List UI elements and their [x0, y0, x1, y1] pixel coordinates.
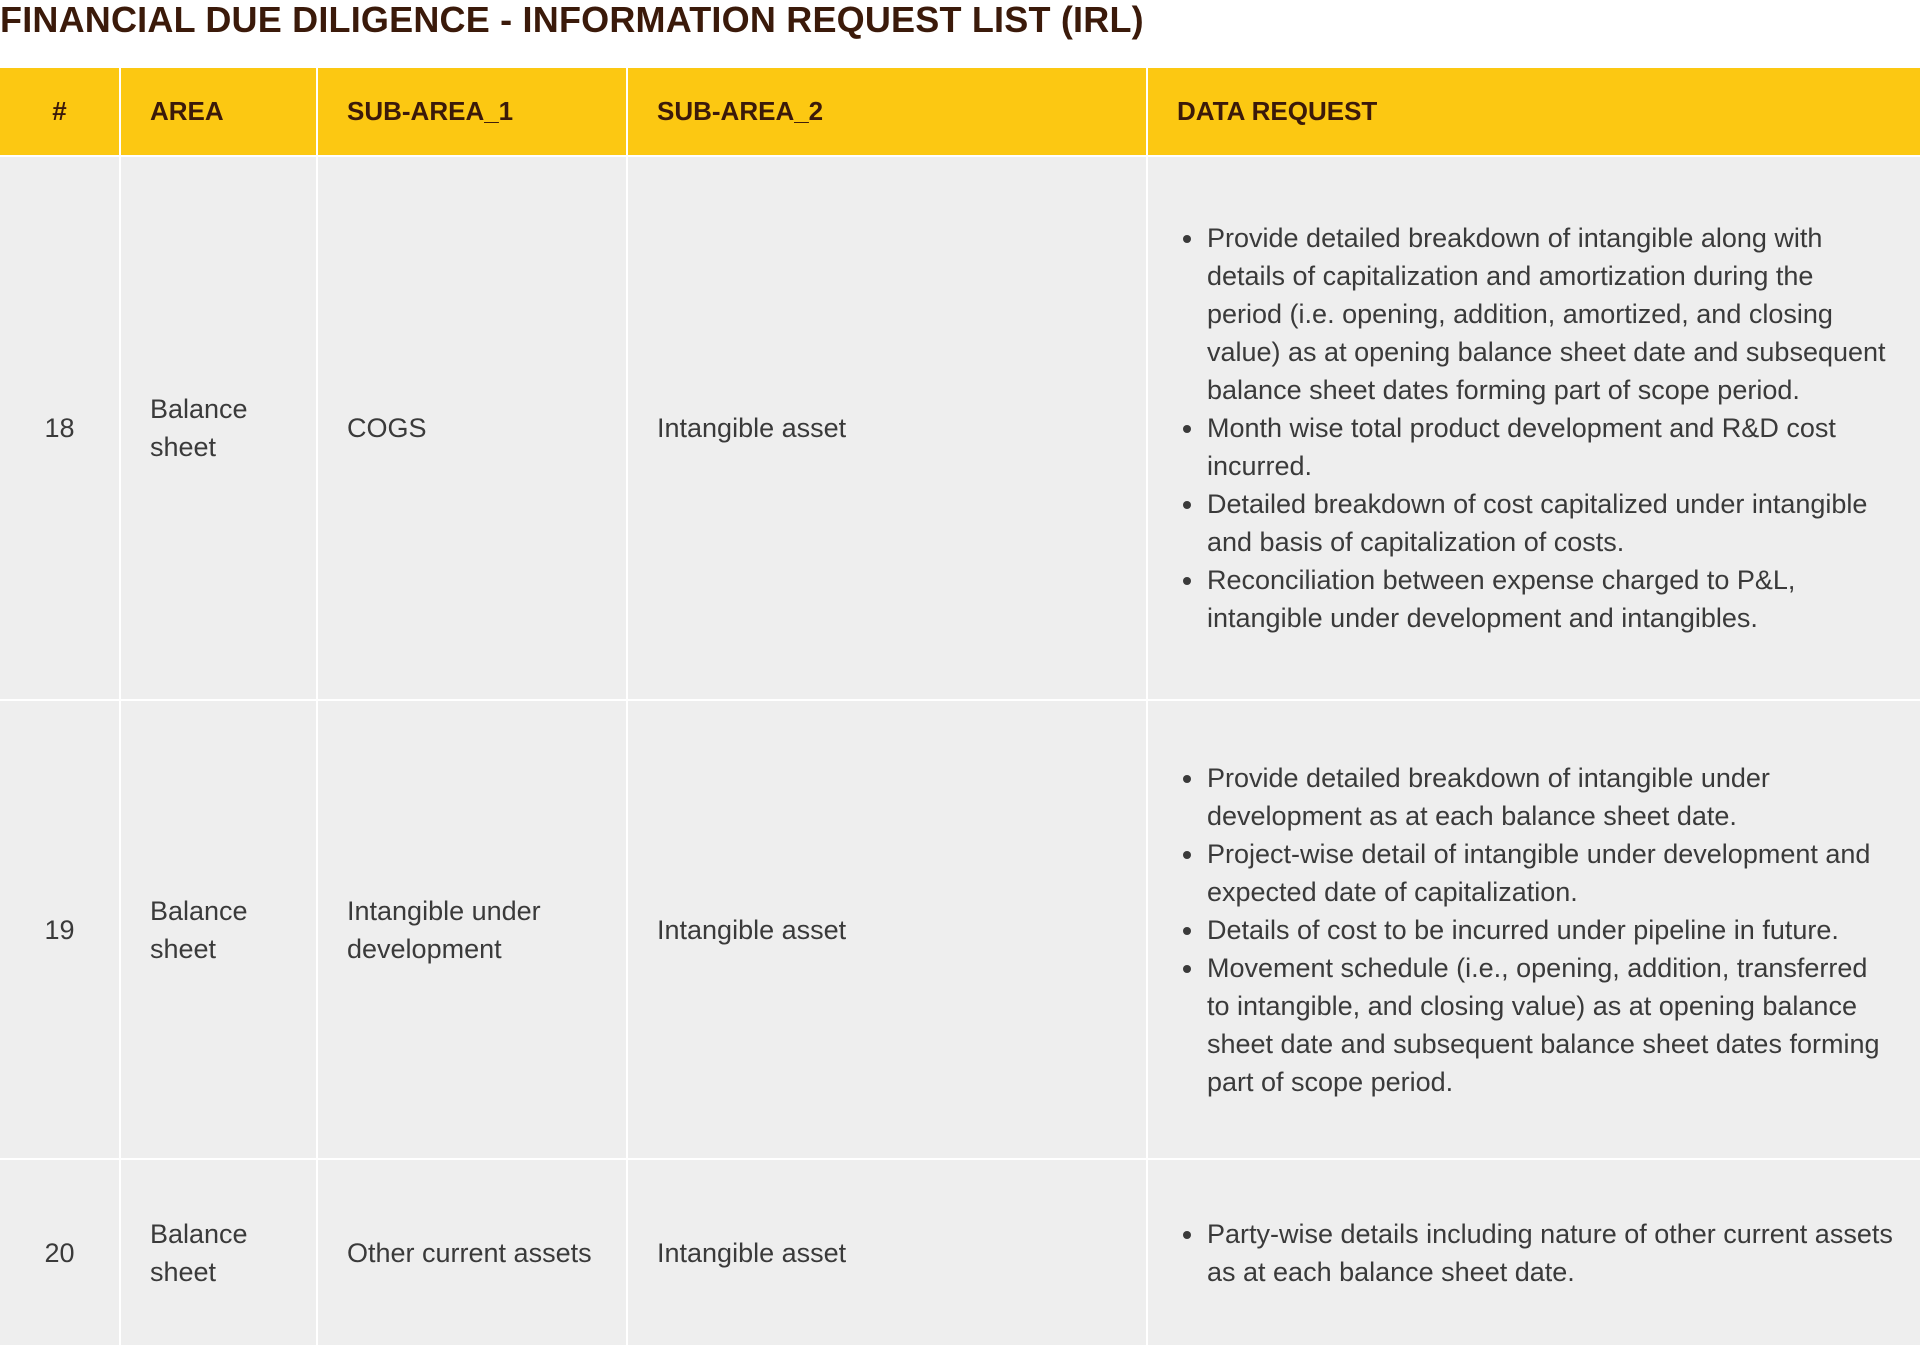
row-sub-area-2: Intangible asset [627, 700, 1147, 1159]
request-item: Reconciliation between expense charged to P&L, intangible under development and intangibles. [1207, 561, 1894, 637]
request-item: Party-wise details including nature of other current assets as at each balance sheet date. [1207, 1215, 1894, 1291]
row-sub-area-1: COGS [317, 156, 627, 700]
column-header-sub-area-1: SUB-AREA_1 [317, 68, 627, 156]
table-row [0, 1159, 1920, 1345]
row-number: 19 [0, 700, 120, 1159]
request-list [1177, 1215, 1894, 1291]
column-header-data-request: DATA REQUEST [1147, 68, 1920, 156]
request-item: Month wise total product development and R&D cost incurred. [1207, 409, 1894, 485]
row-number: 20 [0, 1159, 120, 1345]
row-sub-area-2: Intangible asset [627, 156, 1147, 700]
row-area: Balance sheet [120, 156, 317, 700]
request-item: Provide detailed breakdown of intangible under development as at each balance sheet date. [1207, 759, 1894, 835]
irl-table [0, 68, 1920, 1345]
table-header [0, 68, 1920, 156]
request-list [1177, 759, 1894, 1101]
column-header-sub-area-2: SUB-AREA_2 [627, 68, 1147, 156]
table-body [0, 156, 1920, 1345]
row-area: Balance sheet [120, 1159, 317, 1345]
page-title: FINANCIAL DUE DILIGENCE - INFORMATION REQUEST LIST (IRL) [0, 0, 1144, 40]
table-row [0, 700, 1920, 1159]
row-data-request [1147, 700, 1920, 1159]
request-item: Project-wise detail of intangible under development and expected date of capitalization. [1207, 835, 1894, 911]
column-header-number: # [0, 68, 120, 156]
row-sub-area-1: Intangible under development [317, 700, 627, 1159]
column-header-area: AREA [120, 68, 317, 156]
row-number: 18 [0, 156, 120, 700]
row-data-request [1147, 156, 1920, 700]
request-item: Movement schedule (i.e., opening, addition, transferred to intangible, and closing value) as at opening balance sheet date and subsequent balance sheet dates forming part of scope period. [1207, 949, 1894, 1101]
row-data-request [1147, 1159, 1920, 1345]
request-item: Details of cost to be incurred under pipeline in future. [1207, 911, 1894, 949]
row-sub-area-2: Intangible asset [627, 1159, 1147, 1345]
request-list [1177, 219, 1894, 637]
row-area: Balance sheet [120, 700, 317, 1159]
request-item: Provide detailed breakdown of intangible along with details of capitalization and amortization during the period (i.e. opening, addition, amortized, and closing value) as at opening balance sheet date and subsequent balance sheet dates forming part of scope period. [1207, 219, 1894, 409]
request-item: Detailed breakdown of cost capitalized under intangible and basis of capitalization of costs. [1207, 485, 1894, 561]
row-sub-area-1: Other current assets [317, 1159, 627, 1345]
table-row [0, 156, 1920, 700]
header-row [0, 68, 1920, 156]
